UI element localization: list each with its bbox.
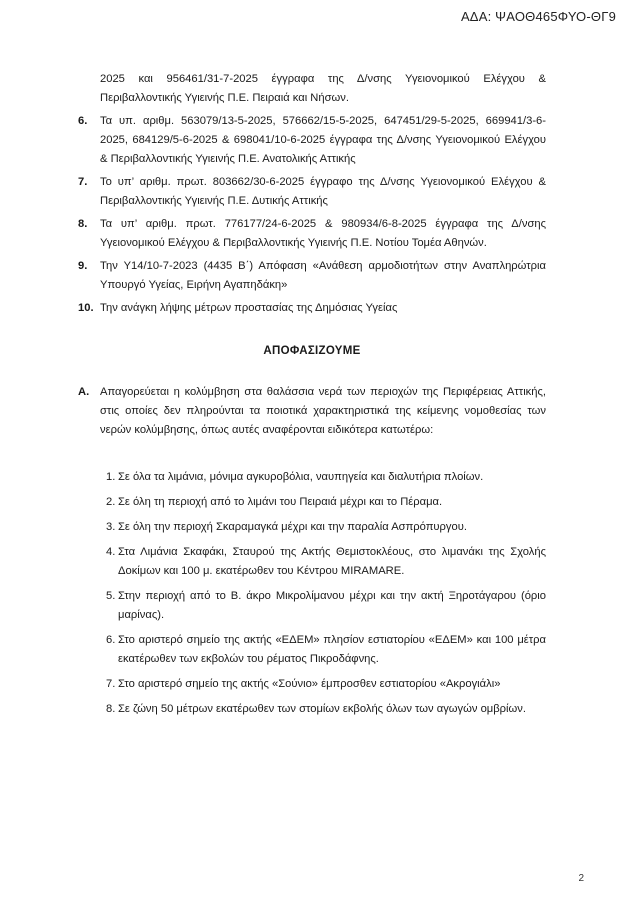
area-item-text: Στο αριστερό σημείο της ακτής «Σούνιο» έμπροσθεν εστιατορίου «Ακρογιάλι» bbox=[118, 678, 501, 690]
references-list bbox=[78, 70, 546, 318]
area-item-number: 8. bbox=[106, 703, 116, 715]
area-item-text: Σε όλη τη περιοχή από το λιμάνι του Πειραιά μέχρι και το Πέραμα. bbox=[118, 496, 443, 508]
area-item-number: 2. bbox=[106, 496, 116, 508]
reference-item bbox=[78, 299, 546, 318]
document-body bbox=[78, 70, 546, 725]
area-item-text: Σε ζώνη 50 μέτρων εκατέρωθεν των στομίων εκβολής όλων των αγωγών ομβρίων. bbox=[118, 703, 526, 715]
area-item bbox=[106, 700, 546, 719]
reference-item-text: Τα υπ. αριθμ. 563079/13-5-2025, 576662/15-5-2025, 647451/29-5-2025, 669941/3-6-2025, 684129/5-6-2025 & 698041/10-6-2025 έγγραφα της Δ/νσης Υγειονομικού Ελέγχου & Περιβαλλοντικής Υγιεινής Π.Ε. Ανατολικής Αττικής bbox=[100, 115, 546, 165]
area-item-text: Στο αριστερό σημείο της ακτής «ΕΔΕΜ» πλησίον εστιατορίου «ΕΔΕΜ» και 100 μέτρα εκατέρωθεν των εκβολών του ρέματος Πικροδάφνης. bbox=[118, 634, 546, 665]
section-a-text: Απαγορεύεται η κολύμβηση στα θαλάσσια νερά των περιοχών της Περιφέρειας Αττικής, στις οποίες δεν πληρούνται τα ποιοτικά χαρακτηριστικά της κείμενης νομοθεσίας των νερών κολύμβησης, όπως αυτές αναφέρονται ειδικότερα κατωτέρω: bbox=[100, 386, 546, 436]
reference-item-text: Την ανάγκη λήψης μέτρων προστασίας της Δημόσιας Υγείας bbox=[100, 302, 398, 314]
area-item-text: Σε όλη την περιοχή Σκαραμαγκά μέχρι και την παραλία Ασπρόπυργου. bbox=[118, 521, 467, 533]
area-item-number: 7. bbox=[106, 678, 116, 690]
area-item-number: 5. bbox=[106, 590, 116, 602]
area-item-number: 1. bbox=[106, 471, 116, 483]
area-item-number: 4. bbox=[106, 546, 116, 558]
area-item-number: 6. bbox=[106, 634, 116, 646]
reference-item bbox=[78, 215, 546, 253]
section-a bbox=[78, 383, 546, 440]
reference-item-number: 10. bbox=[78, 302, 94, 314]
area-item bbox=[106, 468, 546, 487]
area-item-text: Στην περιοχή από το Β. άκρο Μικρολίμανου μέχρι και την ακτή Ξηροτάγαρου (όριο μαρίνας). bbox=[118, 590, 546, 621]
reference-item bbox=[78, 112, 546, 169]
area-item bbox=[106, 631, 546, 669]
area-item-number: 3. bbox=[106, 521, 116, 533]
ada-code: ΑΔΑ: ΨΑΟΘ465ΦΥΟ-ΘΓ9 bbox=[460, 9, 616, 24]
reference-item-number: 6. bbox=[78, 115, 88, 127]
area-item-text: Σε όλα τα λιμάνια, μόνιμα αγκυροβόλια, ναυπηγεία και διαλυτήρια πλοίων. bbox=[118, 471, 484, 483]
reference-item-text: Τα υπ’ αριθμ. πρωτ. 776177/24-6-2025 & 980934/6-8-2025 έγγραφα της Δ/νσης Υγειονομικού Ελέγχου & Περιβαλλοντικής Υγιεινής Π.Ε. Νοτίου Τομέα Αθηνών. bbox=[100, 218, 546, 249]
reference-item bbox=[78, 173, 546, 211]
area-item bbox=[106, 587, 546, 625]
decision-heading: ΑΠΟΦΑΣΙΖΟΥΜΕ bbox=[263, 345, 361, 357]
prohibited-areas-list bbox=[106, 468, 546, 719]
area-item bbox=[106, 543, 546, 581]
reference-item-number: 7. bbox=[78, 176, 88, 188]
reference-item bbox=[78, 257, 546, 295]
reference-item-text: 2025 και 956461/31-7-2025 έγγραφα της Δ/νσης Υγειονομικού Ελέγχου & Περιβαλλοντικής Υγιεινής Π.Ε. Πειραιά και Νήσων. bbox=[100, 73, 546, 104]
area-item bbox=[106, 675, 546, 694]
area-item bbox=[106, 493, 546, 512]
reference-item-number: 9. bbox=[78, 260, 88, 272]
section-a-letter: Α. bbox=[78, 386, 90, 398]
page-number: 2 bbox=[578, 873, 584, 884]
reference-item-number: 8. bbox=[78, 218, 88, 230]
area-item-text: Στα Λιμάνια Σκαφάκι, Σταυρού της Ακτής Θεμιστοκλέους, στο λιμανάκι της Σχολής Δοκίμων και 100 μ. εκατέρωθεν του Κέντρου MIRAMARE. bbox=[118, 546, 546, 577]
reference-item bbox=[78, 70, 546, 108]
area-item bbox=[106, 518, 546, 537]
reference-item-text: Το υπ’ αριθμ. πρωτ. 803662/30-6-2025 έγγραφο της Δ/νσης Υγειονομικού Ελέγχου & Περιβαλλοντικής Υγιεινής Π.Ε. Δυτικής Αττικής bbox=[100, 176, 546, 207]
reference-item-text: Την Υ14/10-7-2023 (4435 Β΄) Απόφαση «Ανάθεση αρμοδιοτήτων στην Αναπληρώτρια Υπουργό Υγείας, Ειρήνη Αγαπηδάκη» bbox=[100, 260, 546, 291]
